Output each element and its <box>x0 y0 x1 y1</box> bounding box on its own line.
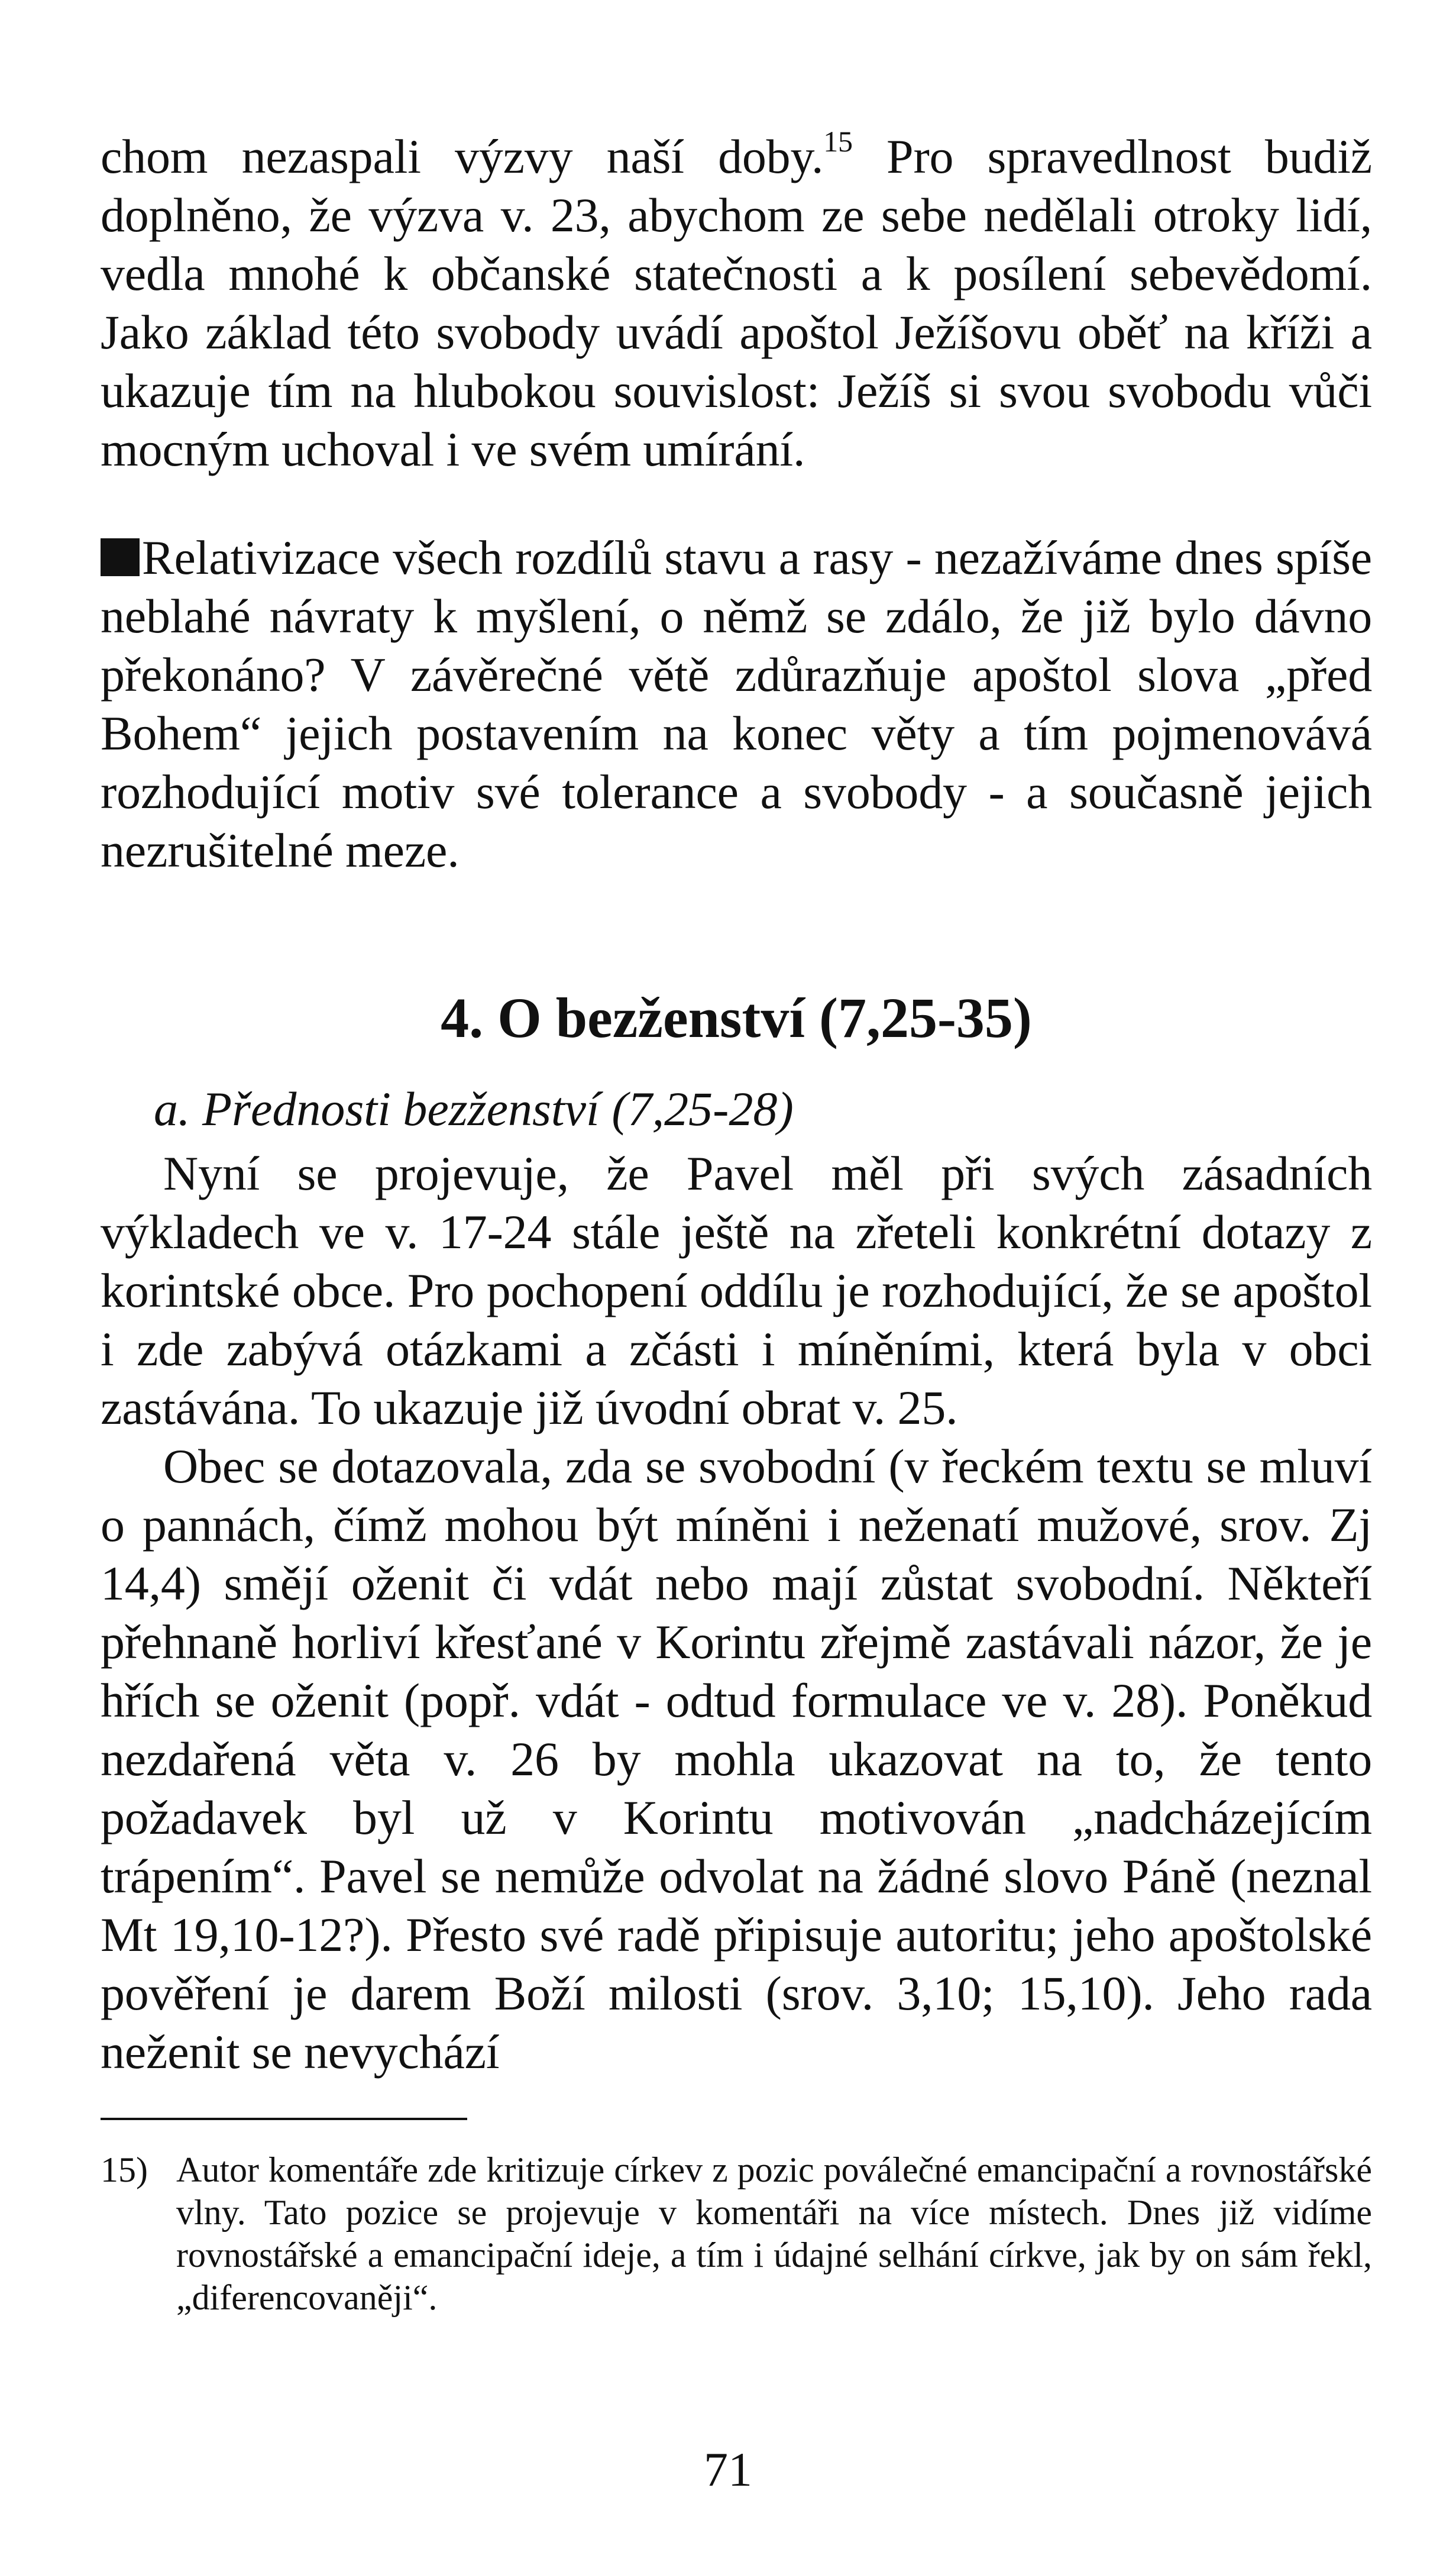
footnote <box>101 2149 1372 2319</box>
page-number: 71 <box>704 2443 752 2496</box>
paragraph-1-text-a: chom nezaspali výzvy naší doby. <box>101 130 824 183</box>
page-body <box>101 124 1372 2319</box>
paragraph-2 <box>101 528 1372 880</box>
subheading-gap <box>101 1137 1372 1144</box>
paragraph-2-text: Relativizace všech rozdílů stavu a rasy - nezažíváme dnes spíše neblahé návraty k myšlení, o němž se zdálo, že již bylo dávno překonáno? V závěrečné větě zdůrazňuje apoštol slova „před Bohem“ jejich postavením na konec věty a tím pojmenovává rozhodující motiv své tolerance a svobody - a současně jejich nezrušitelné meze. <box>101 531 1372 877</box>
section-heading: 4. O bezženství (7,25-35) <box>441 986 1032 1049</box>
paragraph-3: Nyní se projevuje, že Pavel měl při svých zásadních výkladech ve v. 17-24 stále ještě na zřeteli konkrétní dotazy z korintské obce. Pro pochopení oddílu je rozhodující, že se apoštol i zde zabývá otázkami a zčásti i míněními, která byla v obci zastávána. To ukazuje již úvodní obrat v. 25. <box>101 1146 1372 1435</box>
paragraph-4: Obec se dotazovala, zda se svobodní (v řeckém textu se mluví o pannách, čímž mohou být míněni i neženatí mužové, srov. Zj 14,4) smějí oženit či vdát nebo mají zůstat svobodní. Někteří přehnaně horliví křesťané v Korintu zřejmě zastávali názor, že je hřích se oženit (popř. vdát - odtud formulace ve v. 28). Poněkud nezdařená věta v. 26 by mohla ukazovat na to, že tento požadavek byl už v Korintu motivován „nadcházejícím trápením“. Pavel se nemůže odvolat na žádné slovo Páně (neznal Mt 19,10-12?). Přesto své radě připisuje autoritu; jeho apoštolské pověření je darem Boží milosti (srov. 3,10; 15,10). Jeho rada neženit se nevychází <box>101 1439 1372 2079</box>
section-gap <box>101 880 1372 985</box>
footnote-reference[interactable]: 15 <box>823 124 853 158</box>
footnote-rule-gap <box>101 2120 1372 2149</box>
footnote-text: Autor komentáře zde kritizuje církev z pozic poválečné emancipační a rovnostářské vlny. Tato pozice se projevuje v komentáři na více místech. Dnes již vidíme rovnostářské a emancipační ideje, a tím i údajné selhání církve, jak by on sám řekl, „diferencovaněji“. <box>176 2150 1372 2317</box>
paragraph-1-text-b: Pro spravedlnost budiž doplněno, že výzva v. 23, abychom ze sebe nedělali otroky lidí, vedla mnohé k občanské statečnosti a k posílení sebevědomí. Jako základ této svobody uvádí apoštol Ježíšovu oběť na kříži a ukazuje tím na hlubokou souvislost: Ježíš si svou svobodu vůči mocným uchoval i ve svém umírání. <box>101 130 1372 476</box>
heading-gap <box>101 1051 1372 1081</box>
paragraph-1 <box>101 124 1372 479</box>
section-marker-square-icon <box>101 538 140 576</box>
section-subheading: a. Přednosti bezženství (7,25-28) <box>154 1082 794 1136</box>
footnote-gap <box>101 2081 1372 2118</box>
paragraph-gap <box>101 479 1372 528</box>
footnote-number: 15) <box>101 2150 148 2189</box>
